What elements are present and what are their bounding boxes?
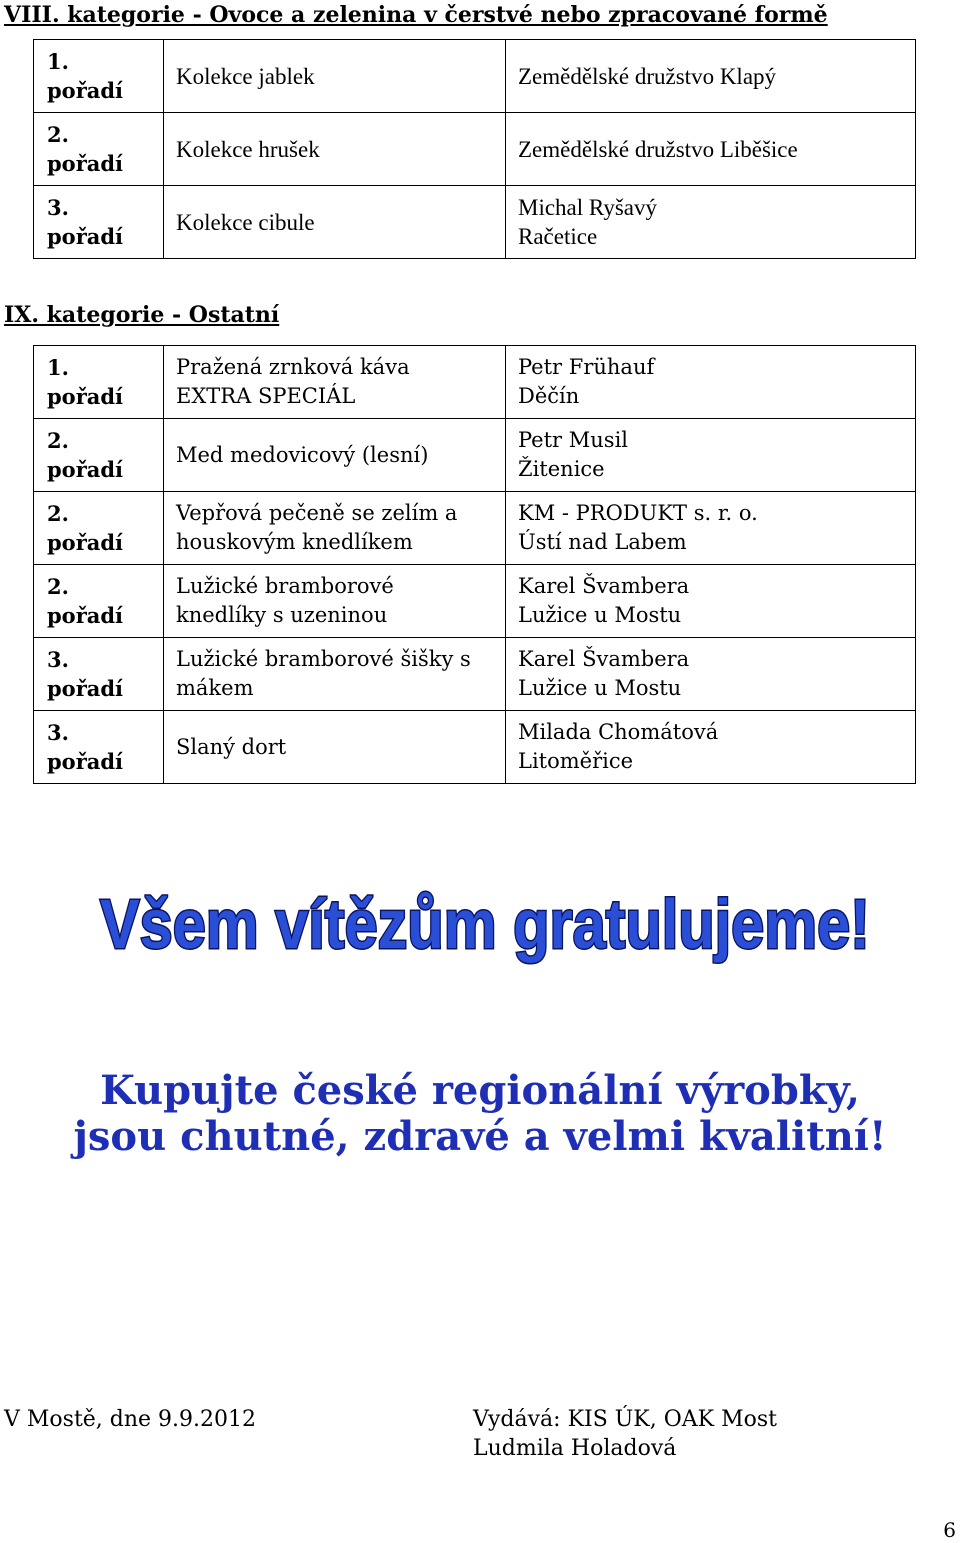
product-cell	[164, 492, 506, 565]
place-date: V Mostě, dne 9.9.2012	[4, 1407, 257, 1432]
product-name: Vepřová pečeně se zelím a	[176, 501, 458, 525]
promo-line-2: jsou chutné, zdravé a velmi kvalitní!	[73, 1113, 887, 1160]
producer-name: Zemědělské družstvo Klapý	[518, 63, 777, 89]
producer-name: Petr Frühauf	[518, 355, 655, 379]
producer-place: Lužice u Mostu	[518, 676, 682, 700]
product-cell: Kolekce cibule	[164, 186, 506, 259]
table-row	[34, 711, 916, 784]
product-name-cont: knedlíky s uzeninou	[176, 603, 388, 627]
product-cell	[164, 638, 506, 711]
producer-cell	[506, 419, 916, 492]
promo-line-1: Kupujte české regionální výrobky,	[100, 1067, 860, 1114]
rank-cell: 1. pořadí	[34, 40, 164, 113]
producer-name: Zemědělské družstvo Liběšice	[518, 136, 798, 162]
congratulations-banner	[95, 880, 875, 970]
producer-place: Děčín	[518, 384, 580, 408]
rank-cell: 2. pořadí	[34, 565, 164, 638]
table-row	[34, 492, 916, 565]
producer-place: Račetice	[518, 224, 598, 249]
producer-name: Petr Musil	[518, 428, 629, 452]
table-row	[34, 186, 916, 259]
producer-place: Litoměřice	[518, 749, 634, 773]
producer-cell	[506, 346, 916, 419]
rank-cell: 3. pořadí	[34, 186, 164, 259]
promo-message	[0, 1068, 960, 1160]
product-cell	[164, 565, 506, 638]
producer-cell	[506, 113, 916, 186]
producer-cell	[506, 492, 916, 565]
product-name: Slaný dort	[176, 734, 287, 759]
rank-cell: 3. pořadí	[34, 638, 164, 711]
producer-name: Karel Švambera	[518, 574, 690, 598]
table-row	[34, 346, 916, 419]
rank-cell: 3. pořadí	[34, 711, 164, 784]
rank-cell: 2. pořadí	[34, 492, 164, 565]
product-cell	[164, 346, 506, 419]
producer-place: Ústí nad Labem	[518, 530, 687, 554]
producer-name: Michal Ryšavý	[518, 195, 657, 220]
table-row	[34, 638, 916, 711]
table-row	[34, 113, 916, 186]
product-name: Lužické bramborové	[176, 574, 394, 598]
producer-name: KM - PRODUKT s. r. o.	[518, 501, 758, 525]
producer-name: Karel Švambera	[518, 647, 690, 671]
producer-place: Lužice u Mostu	[518, 603, 682, 627]
rank-cell: 1. pořadí	[34, 346, 164, 419]
table-row	[34, 40, 916, 113]
rank-cell: 2. pořadí	[34, 113, 164, 186]
product-cell	[164, 419, 506, 492]
producer-cell	[506, 711, 916, 784]
author: Ludmila Holadová	[473, 1436, 677, 1461]
product-name: Med medovicový (lesní)	[176, 442, 429, 467]
publisher-block	[473, 1405, 777, 1463]
product-name: Lužické bramborové šišky s	[176, 647, 471, 671]
product-cell	[164, 711, 506, 784]
table-row	[34, 565, 916, 638]
producer-name: Milada Chomátová	[518, 720, 719, 744]
banner-text: Všem vítězům gratulujeme!	[100, 885, 870, 963]
category-viii-heading: VIII. kategorie - Ovoce a zelenina v čerstvé nebo zpracované formě	[4, 2, 828, 28]
product-name-cont: EXTRA SPECIÁL	[176, 384, 356, 408]
rank-cell: 2. pořadí	[34, 419, 164, 492]
category-ix-table	[33, 345, 916, 784]
product-name: Pražená zrnková káva	[176, 355, 410, 379]
producer-cell	[506, 40, 916, 113]
category-ix-heading: IX. kategorie - Ostatní	[4, 302, 280, 328]
producer-cell	[506, 186, 916, 259]
table-row	[34, 419, 916, 492]
category-viii-table	[33, 39, 916, 259]
producer-cell	[506, 565, 916, 638]
producer-place: Žitenice	[518, 457, 605, 481]
product-name-cont: houskovým knedlíkem	[176, 530, 413, 554]
producer-cell	[506, 638, 916, 711]
product-cell: Kolekce jablek	[164, 40, 506, 113]
publisher: Vydává: KIS ÚK, OAK Most	[473, 1407, 777, 1432]
page-number: 6	[943, 1518, 956, 1542]
product-cell: Kolekce hrušek	[164, 113, 506, 186]
product-name-cont: mákem	[176, 676, 254, 700]
